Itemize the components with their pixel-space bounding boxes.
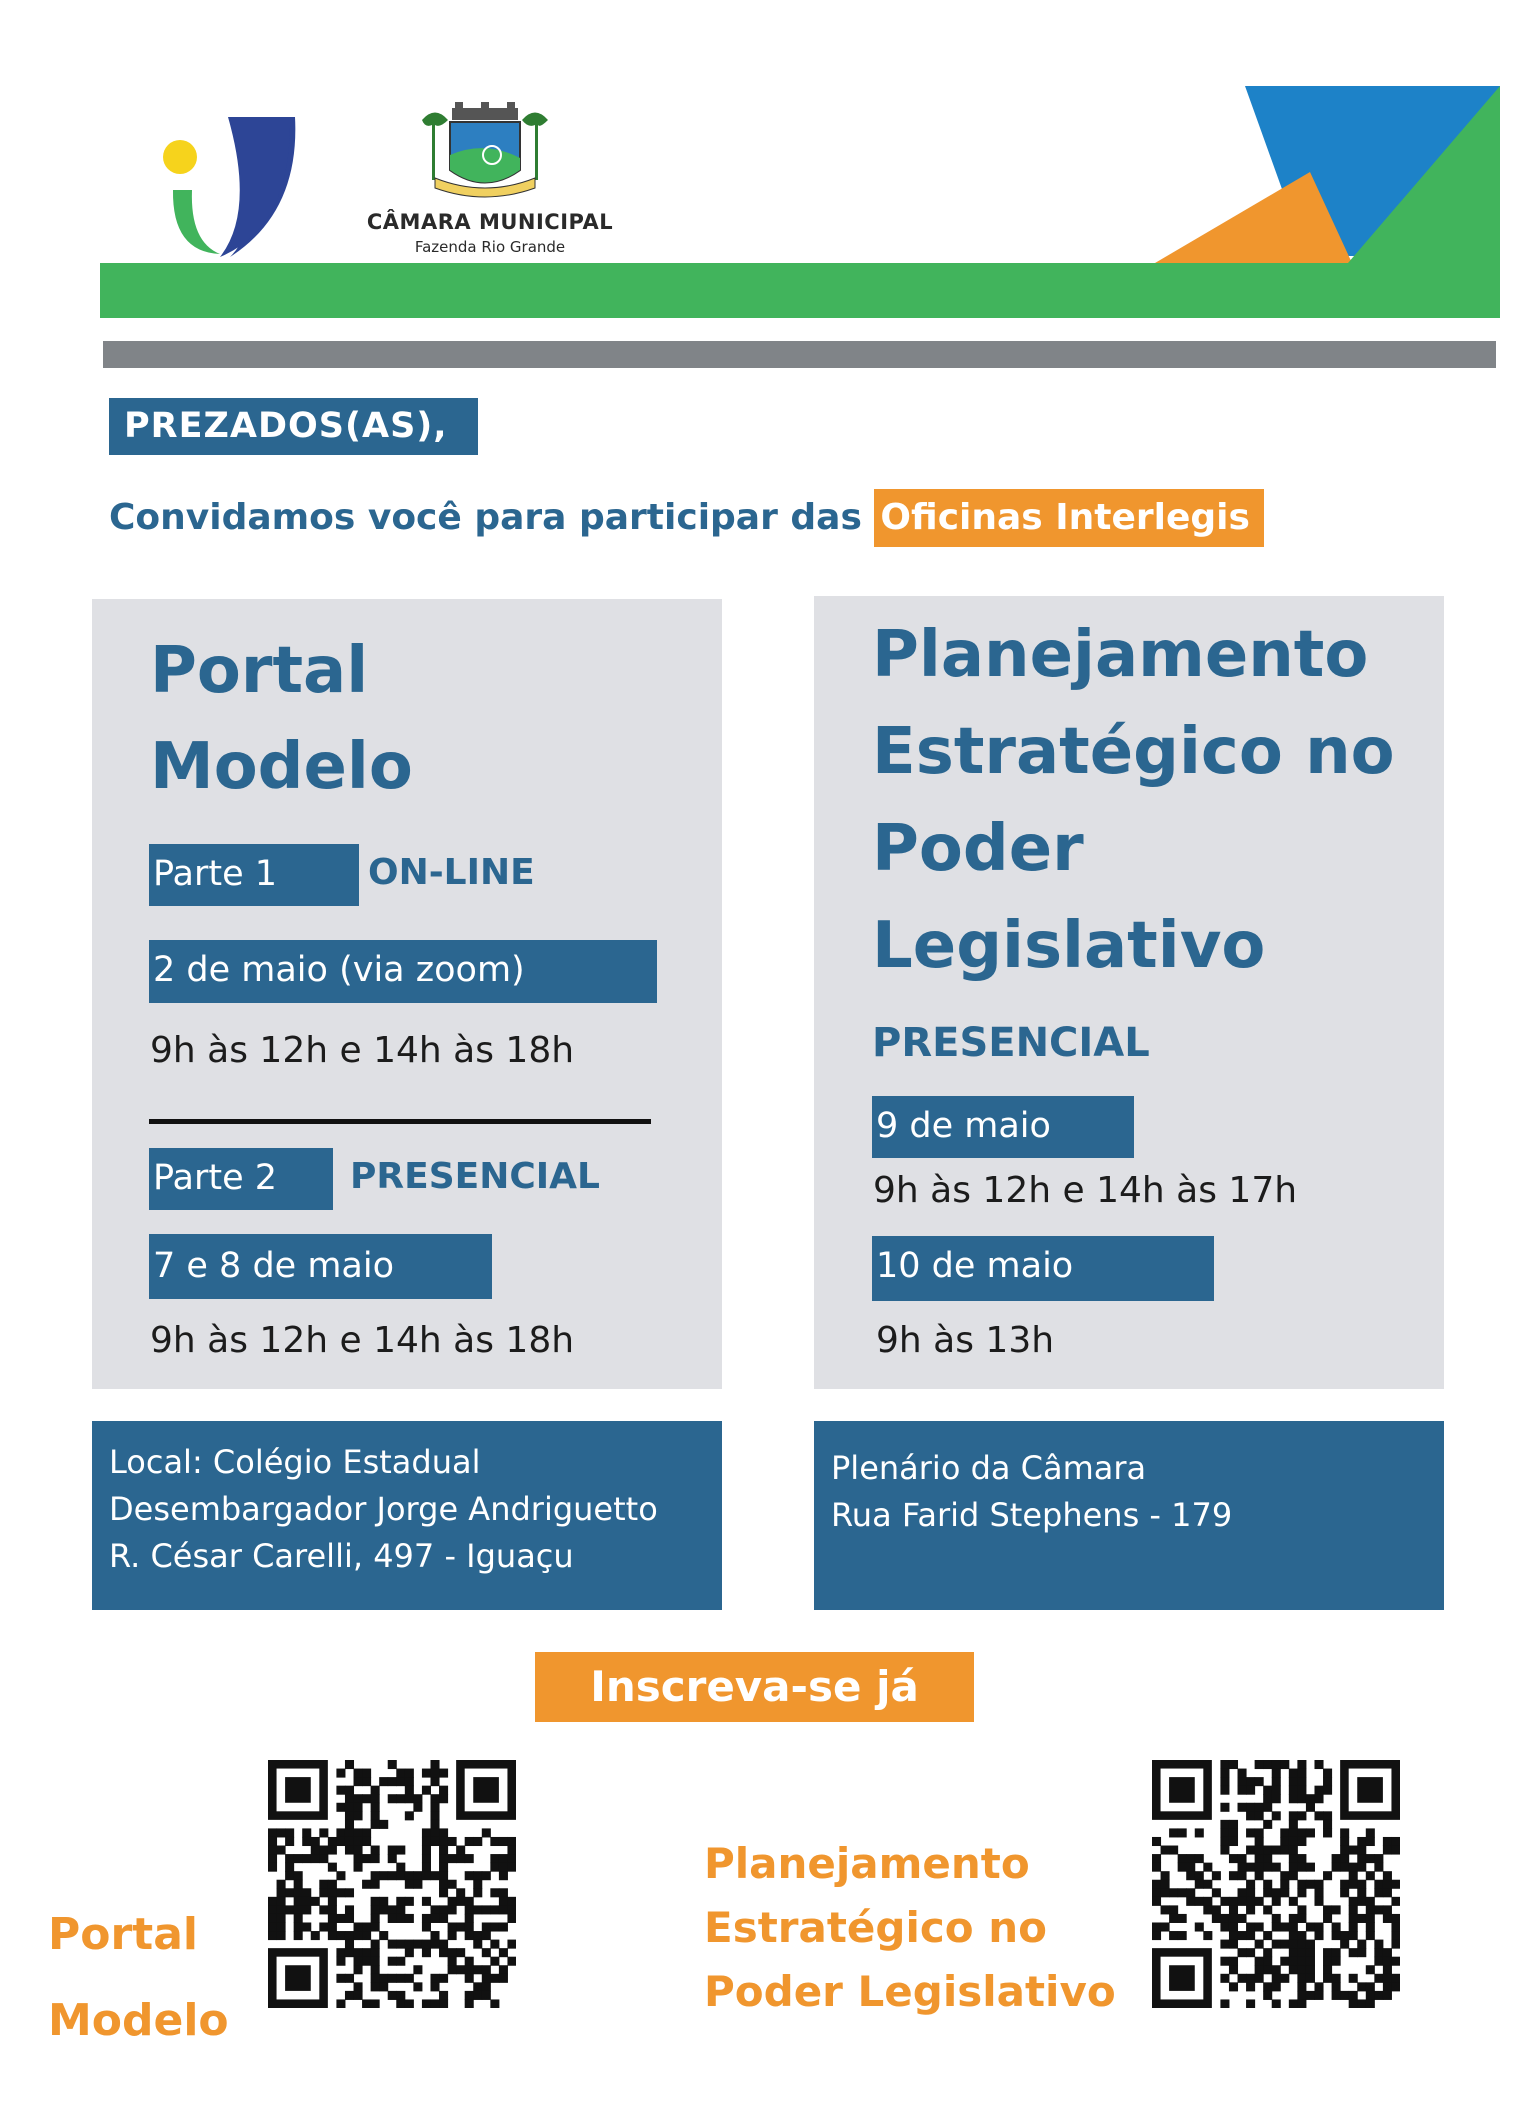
location-right-line2: Rua Farid Stephens - 179	[831, 1496, 1233, 1534]
day1-date: 9 de maio	[872, 1096, 1134, 1158]
qr-right-label-line3: Poder Legislativo	[704, 1967, 1116, 2016]
day1-time: 9h às 12h e 14h às 17h	[873, 1170, 1298, 1211]
invite-text: Convidamos você para participar das	[109, 497, 875, 538]
day2-date: 10 de maio	[872, 1236, 1214, 1301]
interlegis-logo	[160, 112, 310, 262]
planejamento-title-line4: Legislativo	[872, 909, 1266, 983]
invite-line	[109, 488, 1264, 548]
part2-label: Parte 2	[149, 1148, 333, 1210]
location-right	[814, 1421, 1444, 1610]
qr-right-label	[704, 1832, 1116, 2024]
part2-date: 7 e 8 de maio	[149, 1234, 492, 1299]
qr-code-planejamento[interactable]	[1152, 1760, 1400, 2008]
location-left-line3: R. César Carelli, 497 - Iguaçu	[109, 1537, 574, 1575]
qr-left-label-line1: Portal	[48, 1909, 198, 1960]
portal-title-line2: Modelo	[150, 730, 413, 804]
part2-mode: PRESENCIAL	[350, 1156, 600, 1197]
portal-title-line1: Portal	[150, 634, 369, 708]
location-left-line1: Local: Colégio Estadual	[109, 1443, 481, 1481]
location-left	[92, 1421, 722, 1610]
org-title: CÂMARA MUNICIPAL	[366, 210, 614, 234]
location-right-line1: Plenário da Câmara	[831, 1449, 1147, 1487]
location-left-line2: Desembargador Jorge Andriguetto	[109, 1490, 658, 1528]
banner-green-band	[100, 263, 1500, 318]
day2-time: 9h às 13h	[876, 1320, 1055, 1361]
qr-left-label	[48, 1892, 229, 2064]
camara-crest	[410, 100, 560, 210]
planejamento-mode: PRESENCIAL	[872, 1020, 1150, 1066]
org-subtitle: Fazenda Rio Grande	[414, 238, 566, 256]
signup-banner: Inscreva-se já	[535, 1652, 974, 1722]
qr-left-label-line2: Modelo	[48, 1995, 229, 2046]
part1-label: Parte 1	[149, 844, 359, 906]
parts-divider	[149, 1119, 651, 1124]
part2-time: 9h às 12h e 14h às 18h	[150, 1320, 575, 1361]
invite-highlight: Oficinas Interlegis	[874, 489, 1264, 547]
qr-right-label-line1: Planejamento	[704, 1839, 1030, 1888]
header-banner	[100, 86, 1500, 318]
planejamento-title-line2: Estratégico no	[872, 715, 1395, 789]
part1-time: 9h às 12h e 14h às 18h	[150, 1030, 575, 1071]
qr-right-label-line2: Estratégico no	[704, 1903, 1047, 1952]
salutation-label: PREZADOS(AS),	[109, 398, 478, 455]
header-divider	[103, 341, 1496, 368]
part1-mode: ON-LINE	[368, 852, 535, 893]
part1-date: 2 de maio (via zoom)	[149, 940, 657, 1003]
qr-code-portal-modelo[interactable]	[268, 1760, 516, 2008]
planejamento-title-line1: Planejamento	[872, 618, 1369, 692]
planejamento-title-line3: Poder	[872, 812, 1084, 886]
